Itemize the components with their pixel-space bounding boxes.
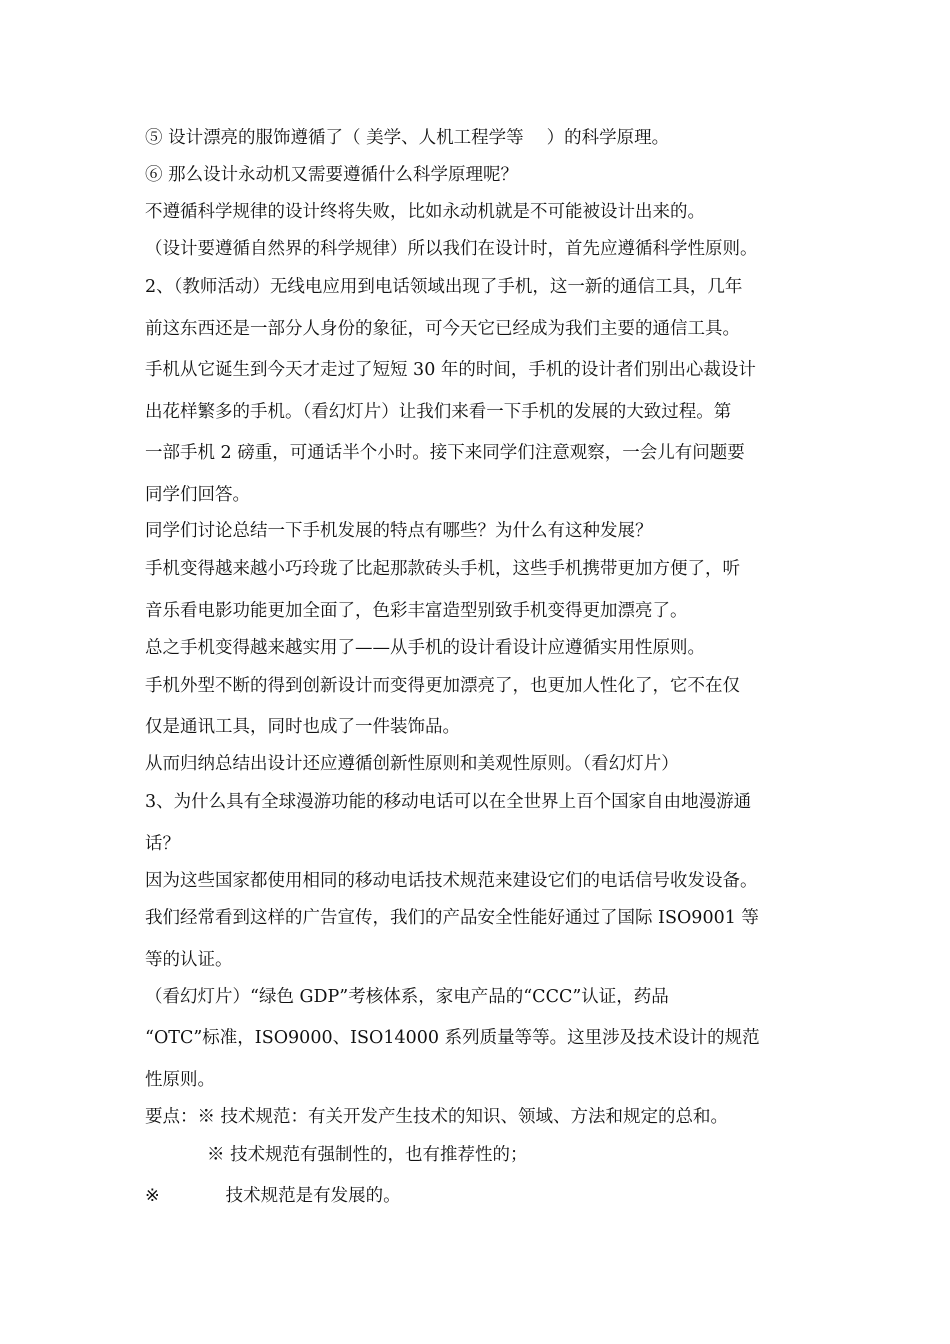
text-line-indented: ※ 技术规范有强制性的，也有推荐性的； [207, 1145, 528, 1165]
text-line: 总之手机变得越来越实用了——从手机的设计看设计应遵循实用性原则。 [145, 638, 705, 658]
text-line: 话？ [145, 834, 180, 854]
text-line: 出花样繁多的手机。（看幻灯片）让我们来看一下手机的发展的大致过程。第 [145, 402, 732, 422]
text-line-last [145, 1185, 401, 1207]
text-line: 因为这些国家都使用相同的移动电话技术规范来建设它们的电话信号收发设备。 [145, 871, 758, 891]
text-line: ⑤ 设计漂亮的服饰遵循了（ 美学、人机工程学等 ）的科学原理。 [145, 128, 670, 148]
text-line: 2、（教师活动）无线电应用到电话领域出现了手机，这一新的通信工具，几年 [145, 277, 743, 297]
text-line: 我们经常看到这样的广告宣传，我们的产品安全性能好通过了国际 ISO9001 等 [145, 908, 759, 928]
text-line: ⑥ 那么设计永动机又需要遵循什么科学原理呢？ [145, 165, 519, 185]
text-line: 前这东西还是一部分人身份的象征，可今天它已经成为我们主要的通信工具。 [145, 319, 740, 339]
text-line: 手机外型不断的得到创新设计而变得更加漂亮了，也更加人性化了，它不在仅 [145, 676, 740, 696]
text-line: （看幻灯片）“绿色 GDP”考核体系，家电产品的“CCC”认证，药品 [145, 987, 669, 1007]
last-line-text: 技术规范是有发展的。 [225, 1186, 401, 1206]
text-line: 一部手机 2 磅重，可通话半个小时。接下来同学们注意观察，一会儿有问题要 [145, 443, 745, 463]
text-line: 手机从它诞生到今天才走过了短短 30 年的时间，手机的设计者们别出心裁设计 [145, 360, 756, 380]
text-line: 等的认证。 [145, 950, 233, 970]
text-line: 音乐看电影功能更加全面了，色彩丰富造型别致手机变得更加漂亮了。 [145, 601, 688, 621]
text-line: 仅是通讯工具，同时也成了一件装饰品。 [145, 717, 460, 737]
text-line: “OTC”标准，ISO9000、ISO14000 系列质量等等。这里涉及技术设计的规范 [145, 1028, 760, 1048]
text-line: 3、为什么具有全球漫游功能的移动电话可以在全世界上百个国家自由地漫游通 [145, 792, 752, 812]
text-line: 同学们回答。 [145, 485, 250, 505]
text-line: （设计要遵循自然界的科学规律）所以我们在设计时，首先应遵循科学性原则。 [145, 239, 758, 259]
text-line: 同学们讨论总结一下手机发展的特点有哪些？为什么有这种发展？ [145, 521, 653, 541]
text-line: 手机变得越来越小巧玲珑了比起那款砖头手机，这些手机携带更加方便了，听 [145, 559, 740, 579]
text-line: 性原则。 [145, 1070, 215, 1090]
text-line: 从而归纳总结出设计还应遵循创新性原则和美观性原则。（看幻灯片） [145, 754, 679, 774]
text-line: 不遵循科学规律的设计终将失败，比如永动机就是不可能被设计出来的。 [145, 202, 705, 222]
reference-mark: ※ [145, 1186, 160, 1206]
text-line: 要点：※ 技术规范：有关开发产生技术的知识、领域、方法和规定的总和。 [145, 1107, 729, 1127]
